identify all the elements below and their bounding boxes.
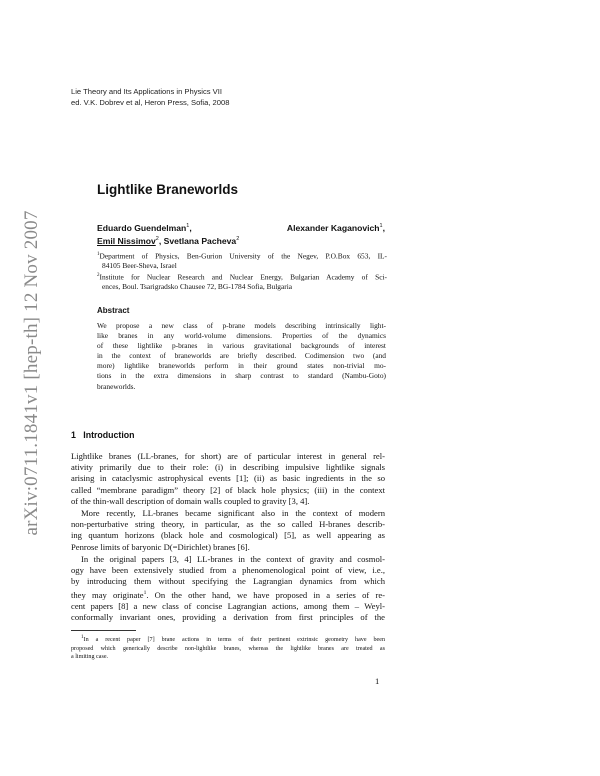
paragraph-3 — [71, 554, 385, 623]
body-line-part: they may originate — [71, 589, 144, 600]
footnote-rule — [71, 630, 136, 631]
body-line: ing quantum horizons (black hole and cosmological) [5], as well appearing as — [71, 530, 385, 541]
body-line: In the original papers [3, 4] LL-branes in the context of gravity and cosmol- — [81, 554, 385, 564]
abstract-line: more) lightlike braneworlds perform in their ground states non-trivial mo- — [97, 361, 386, 371]
footnote-line — [71, 633, 385, 645]
journal-header-line-2: ed. V.K. Dobrev et al, Heron Press, Sofia, 2008 — [71, 98, 230, 107]
body-line: non-perturbative string theory, in particular, as the so called H-branes describ- — [71, 519, 385, 530]
body-line: ativity primarily due to their role: (i) in describing impulsive lightlike signals — [71, 462, 385, 473]
abstract-line: like branes in any world-volume dimensions. Properties of the dynamics — [97, 331, 386, 341]
arxiv-stamp — [20, 183, 44, 563]
body-line-part: On the other hand, we have proposed in a series of re- — [154, 589, 386, 600]
body-line: More recently, LL-branes became significant also in the context of modern — [81, 508, 385, 518]
author-eduardo: Eduardo Guendelman$^1$, — [97, 222, 192, 233]
body-line: Penrose limits of baryonic D(=Dirichlet) branes [6]. — [71, 541, 250, 552]
abstract-line: braneworlds. — [97, 381, 136, 391]
footnote-line: proposed which generically describe non-lightlike branes, whereas the lightlike branes are treated as — [71, 645, 385, 652]
footnote-line: a limiting case. — [71, 654, 109, 661]
paper-title: Lightlike Braneworlds — [97, 182, 239, 197]
body-line: cent papers [8] a new class of concise Lagrangian actions, among them – Weyl- — [71, 600, 385, 611]
body-line: ogy have been extensively studied from a phenomenological point of view, i.e., — [71, 565, 385, 576]
abstract-line: of these lightlike p-branes in various gravitational backgrounds of interest — [97, 341, 386, 351]
body-line: arising in cataclysmic astrophysical events [1]; (ii) as basic ingredients in the so — [71, 473, 385, 484]
body-line: by introducing them without specifying the Lagrangian dynamics from which — [71, 576, 385, 587]
affiliation-1 — [97, 250, 387, 271]
author-2-name: Alexander Kaganovich — [286, 222, 380, 233]
affiliation-2-number: 2 — [97, 273, 100, 278]
affiliation-1-number: 1 — [97, 252, 100, 257]
abstract-heading: Abstract — [97, 306, 130, 315]
abstract-line: We propose a new class of p-brane models describing intrinsically light- — [97, 321, 386, 330]
affiliation-1-line-2: 84105 Beer-Sheva, Israel — [102, 261, 177, 271]
affiliation-1-line-1: Department of Physics, Ben-Gurion University of the Negev, P.O.Box 653, IL- — [99, 251, 387, 261]
section-title: Introduction — [83, 430, 135, 440]
section-number: 1 — [71, 430, 76, 440]
author-1-name: Eduardo Guendelman — [97, 222, 187, 233]
footnote-line-1: In a recent paper [7] brane actions in terms of their pertinent extrinsic geometry have been — [83, 637, 385, 644]
arxiv-stamp-text: arXiv:0711.1841v1 [hep-th] 12 Nov 2007 — [21, 210, 42, 536]
body-line: Lightlike branes (LL-branes, for short) are of particular interest in general rel- — [71, 451, 385, 461]
abstract-line: tions in the extra dimensions in sharp contrast to standard (Nambu-Goto) — [97, 371, 386, 381]
footnote — [71, 633, 385, 662]
affiliation-2 — [97, 271, 387, 292]
author-4-name: Svetlana Pacheva — [163, 235, 237, 246]
body-line: of the thin-wall description of domain walls coupled to gravity [3, 4]. — [71, 495, 310, 506]
body-line: they may originate$^1$. On the other hand, we have proposed in a series of re- — [71, 589, 386, 600]
affiliation-2-line-1: Institute for Nuclear Research and Nuclear Energy, Bulgarian Academy of Sci- — [99, 272, 387, 282]
author-4-sup: 2 — [236, 236, 240, 242]
author-alexander: Alexander Kaganovich$^1$, — [286, 222, 385, 233]
section-heading — [71, 430, 135, 440]
author-1-sup: 1 — [186, 223, 190, 229]
affiliation-2-line-2: ences, Boul. Tsarigradsko Chausee 72, BG-1784 Sofia, Bulgaria — [102, 282, 293, 292]
paragraph-2 — [71, 508, 385, 553]
abstract-text — [97, 321, 386, 392]
footnote-reference[interactable]: 1 — [143, 589, 147, 596]
body-line: conformally invariant ones, providing a derivation from first principles of the — [71, 611, 385, 622]
body-line: called “membrane paradigm” theory [2] of black hole physics; (iii) in the context — [71, 484, 385, 495]
author-2-sup: 1 — [379, 223, 383, 229]
page-number: 1 — [375, 676, 380, 686]
journal-header-line-1: Lie Theory and Its Applications in Physics VII — [71, 87, 222, 96]
author-3-sup: 2 — [155, 236, 159, 242]
footnote-mark: 1 — [81, 634, 84, 640]
paragraph-1 — [71, 451, 385, 507]
authors-line-2: Emil Nissimov$^2$, Svetlana Pacheva$^2$ — [97, 235, 240, 246]
abstract-line: in the context of braneworlds are briefly described. Codimension two (and — [97, 351, 386, 361]
author-3-name: Emil Nissimov — [97, 235, 156, 246]
